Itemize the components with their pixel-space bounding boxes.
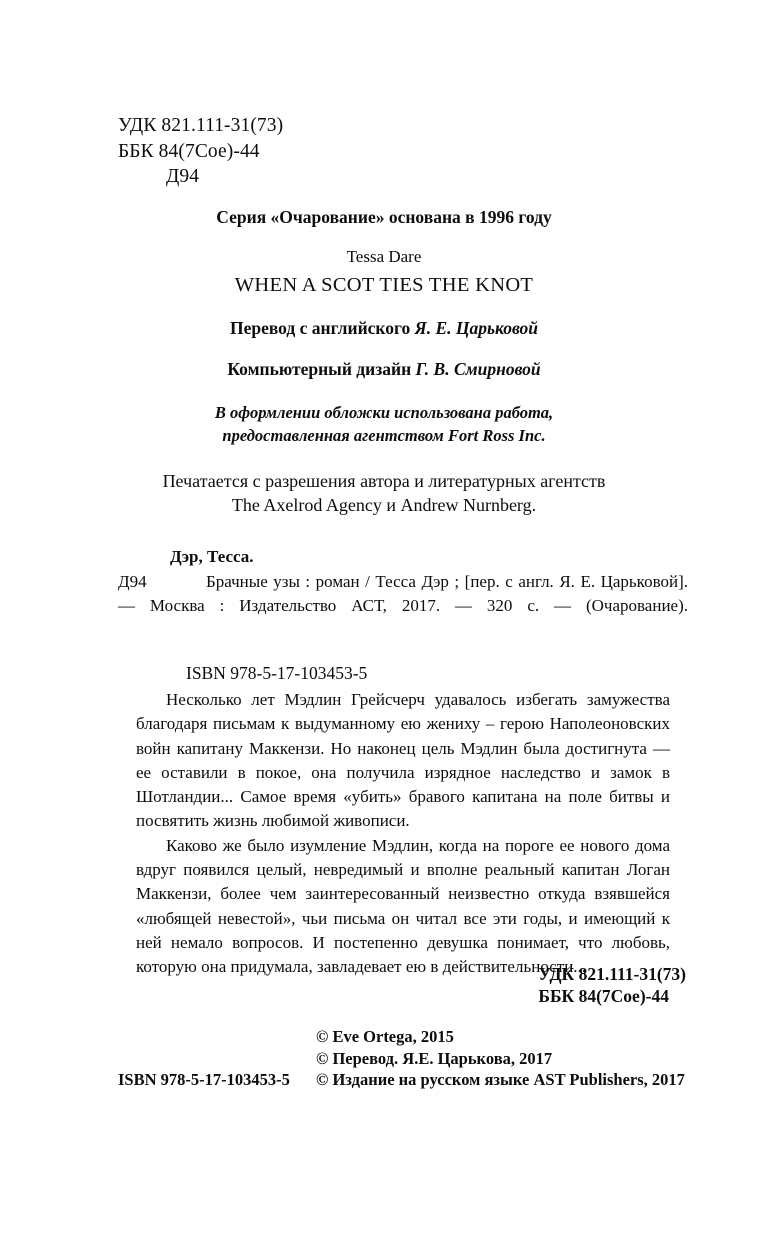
copyright-line-2: © Перевод. Я.Е. Царькова, 2017 xyxy=(316,1048,553,1068)
udk-code-bottom: УДК 821.111-31(73) xyxy=(538,964,686,984)
series-note: Серия «Очарование» основана в 1996 году xyxy=(216,207,552,227)
design-label: Компьютерный дизайн xyxy=(227,359,416,379)
abstract-paragraph-1: Несколько лет Мэдлин Грейсчерч удавалось избегать замужества благодаря письмам к выдуманному ею жениху – герою Наполеоновских войн капитану Маккензи. Но наконец цель Мэдлин была достигнута — ее оставили в покое, она получила изрядное наследство и замок в Шотландии... Самое время «убить» бравого капитана на поле битвы и посвятить жизнь любимой живописи. xyxy=(136,690,670,831)
isbn-main: ISBN 978-5-17-103453-5 xyxy=(186,663,368,683)
biblio-record-text: Брачные узы : роман / Тесса Дэр ; [пер. с англ. Я. Е. Царьковой]. — Москва : Издательство АСТ, 2017. — 320 с. — (Очарование). xyxy=(118,571,688,615)
translation-credit xyxy=(60,317,708,339)
designer-name: Г. В. Смирновой xyxy=(415,359,541,379)
copyright-line-1: © Eve Ortega, 2015 xyxy=(316,1027,454,1046)
biblio-author-heading: Дэр, Тесса. xyxy=(170,547,254,566)
permission-note xyxy=(60,469,708,517)
bibliographic-record xyxy=(118,545,688,643)
cover-artwork-note xyxy=(60,402,708,447)
cover-note-line-1: В оформлении обложки использована работа, xyxy=(214,403,554,422)
classification-codes-top xyxy=(118,113,283,190)
translator-name: Я. Е. Царьковой xyxy=(414,318,539,338)
bbk-code-bottom: ББК 84(7Сое)-44 xyxy=(538,986,669,1006)
udk-code-top: УДК 821.111-31(73) xyxy=(118,115,284,136)
biblio-shelfmark: Д94 xyxy=(118,571,147,591)
abstract-paragraph-2: Каково же было изумление Мэдлин, когда на пороге ее нового дома вдруг появился целый, невредимый и вполне реальный капитан Логан Маккензи, более чем заинтересованный неизвестно откуда взявшейся «любящей невестой», чьи письма он читал все эти годы, и имеющий к ней немало вопросов. И постепенно девушка понимает, что любовь, которую она придумала, завладевает ею в действительности... xyxy=(136,835,670,977)
classification-codes-bottom xyxy=(538,963,686,1007)
copyright-rows xyxy=(118,1026,688,1091)
original-title: WHEN A SCOT TIES THE KNOT xyxy=(234,274,534,296)
copyright-line-3: © Издание на русском языке AST Publishers, 2017 xyxy=(316,1070,685,1089)
bbk-code-top: ББК 84(7Сое)-44 xyxy=(118,140,260,162)
original-author: Tessa Dare xyxy=(346,247,422,266)
permission-line-1: Печатается с разрешения автора и литературных агентств xyxy=(162,471,606,491)
biblio-record xyxy=(118,570,688,644)
front-matter-block xyxy=(60,206,708,517)
abstract-block xyxy=(136,688,670,980)
design-credit xyxy=(60,358,708,380)
translation-label: Перевод с английского xyxy=(229,318,415,338)
isbn-footer: ISBN 978-5-17-103453-5 xyxy=(118,1070,290,1089)
copyright-block xyxy=(118,1026,688,1091)
permission-line-2: The Axelrod Agency и Andrew Nurnberg. xyxy=(231,495,537,515)
cover-note-line-2: предоставленная агентством Fort Ross Inc. xyxy=(222,425,546,445)
shelfmark-code-top: Д94 xyxy=(166,166,200,187)
